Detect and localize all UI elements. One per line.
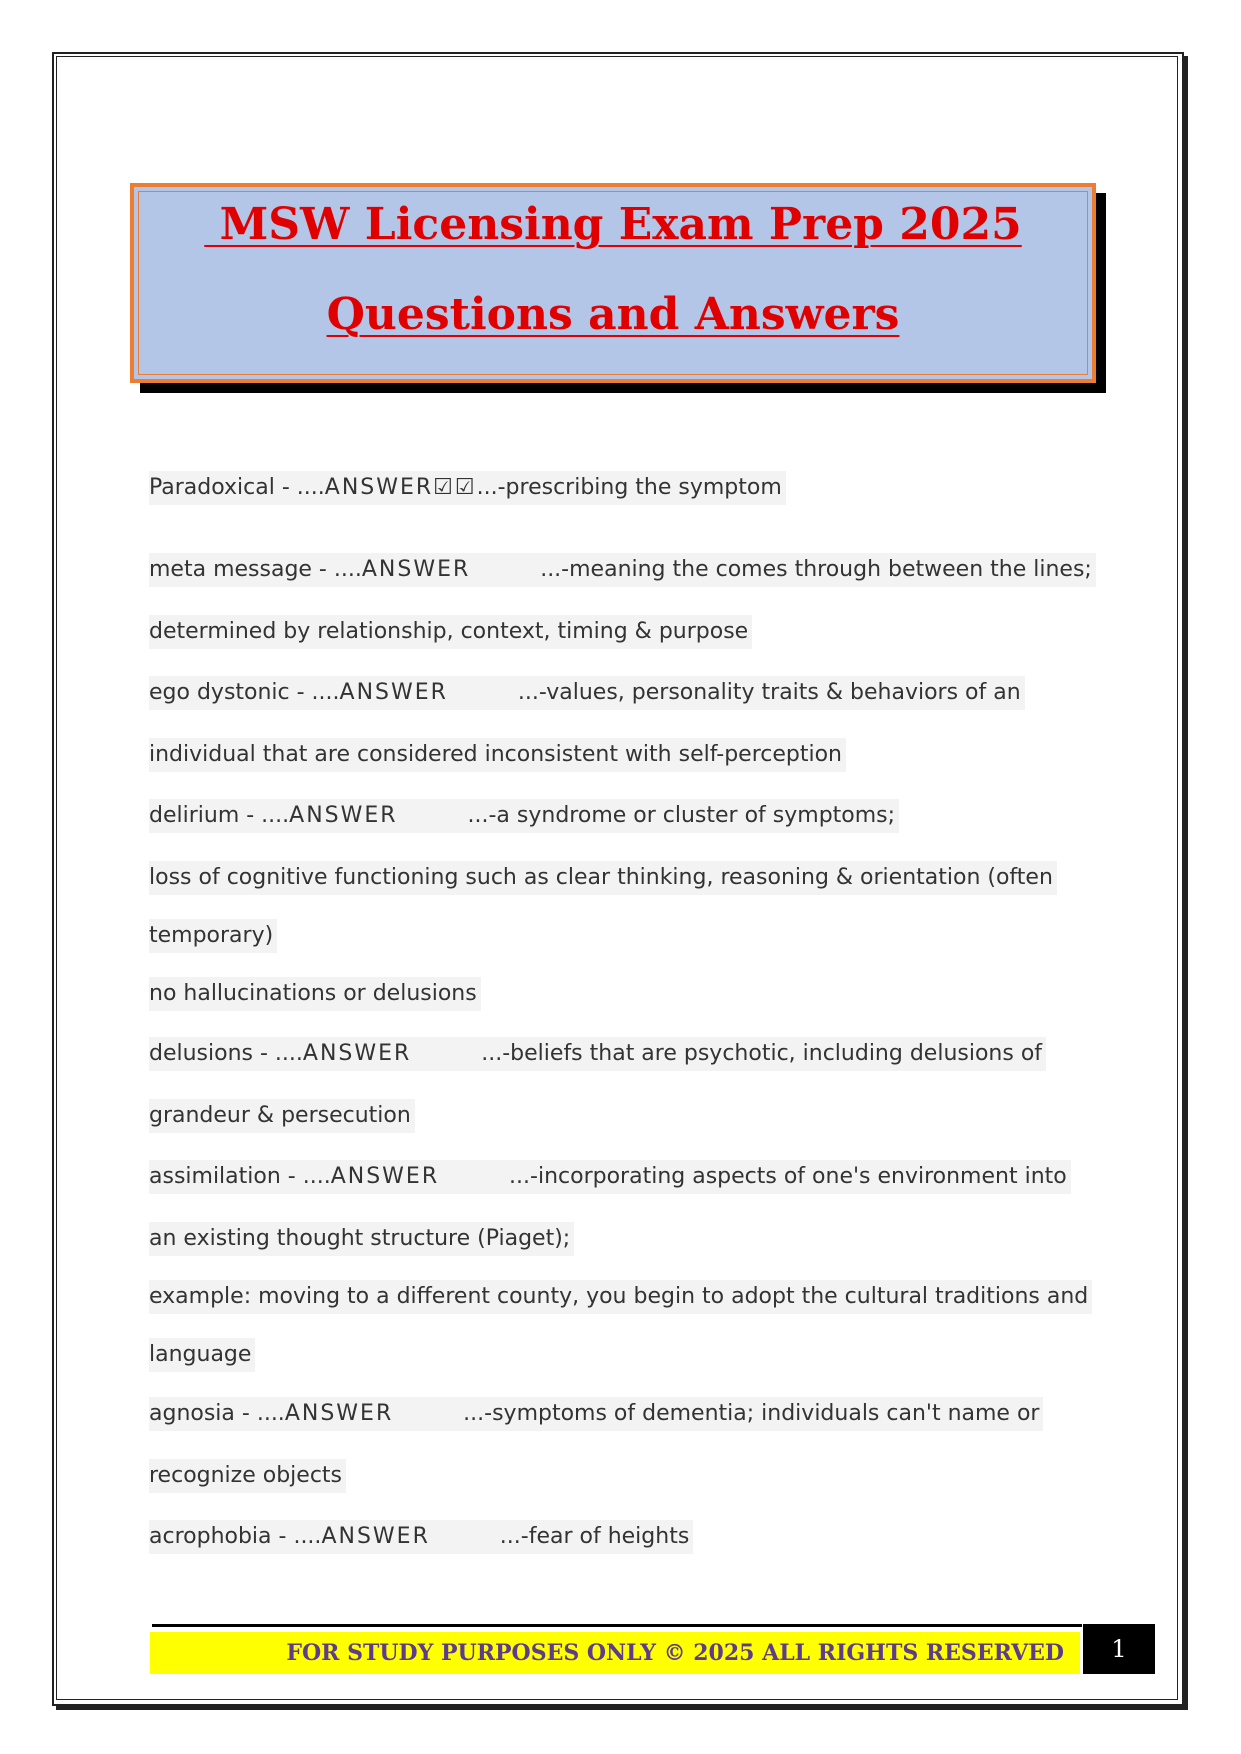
title-line-1: MSW Licensing Exam Prep 2025 <box>204 199 1022 250</box>
footer-banner <box>150 1632 1080 1674</box>
answer-label: ANSWER <box>321 1524 430 1549</box>
entry-line <box>149 471 786 505</box>
entry-term: delirium - .... <box>149 803 290 828</box>
entry-continuation: determined by relationship, context, timing & purpose <box>149 615 752 649</box>
entry-term: meta message - .... <box>149 557 362 582</box>
entry-line <box>149 1397 1043 1431</box>
entry-line <box>149 553 1096 587</box>
entry-continuation: language <box>149 1338 255 1372</box>
entry-term: agnosia - .... <box>149 1401 285 1426</box>
entry-definition: ...-beliefs that are psychotic, including delusions of <box>411 1041 1043 1066</box>
entry-line <box>149 799 899 833</box>
entry-definition: ...-incorporating aspects of one's environment into <box>439 1164 1067 1189</box>
answer-label: ANSWER <box>302 1041 412 1066</box>
entry-continuation: recognize objects <box>149 1459 346 1493</box>
answer-label: ANSWER <box>284 1401 394 1426</box>
title-line-2: Questions and Answers <box>326 289 900 340</box>
answer-label: ANSWER <box>289 803 398 828</box>
entry-term: delusions - .... <box>149 1041 303 1066</box>
entry-continuation: loss of cognitive functioning such as clear thinking, reasoning & orientation (often <box>149 861 1057 895</box>
entry-line <box>149 676 1025 710</box>
entry-continuation: no hallucinations or delusions <box>149 977 481 1011</box>
entry-continuation: individual that are considered inconsistent with self-perception <box>149 738 846 772</box>
entry-definition: ...-fear of heights <box>429 1524 690 1549</box>
entry-definition: ...-prescribing the symptom <box>476 475 782 500</box>
entry-term: acrophobia - .... <box>149 1524 322 1549</box>
title-banner <box>130 183 1096 383</box>
answer-label: ANSWER <box>361 557 471 582</box>
entry-continuation: an existing thought structure (Piaget); <box>149 1222 574 1256</box>
answer-label: ANSWER <box>339 680 448 705</box>
entry-continuation: temporary) <box>149 919 277 953</box>
entry-definition: ...-a syndrome or cluster of symptoms; <box>397 803 896 828</box>
entry-line <box>149 1520 693 1554</box>
page-number: 1 <box>1083 1624 1155 1674</box>
entry-continuation: example: moving to a different county, you begin to adopt the cultural traditions and <box>149 1280 1092 1314</box>
entry-term: Paradoxical - .... <box>149 475 325 500</box>
entry-term: ego dystonic - .... <box>149 680 340 705</box>
answer-label: ANSWER <box>330 1164 440 1189</box>
entry-line <box>149 1037 1046 1071</box>
entry-line <box>149 1160 1071 1194</box>
footer-rule <box>152 1624 1082 1627</box>
entry-continuation: grandeur & persecution <box>149 1099 415 1133</box>
answer-label: ANSWER☑☑ <box>324 475 477 500</box>
entry-definition: ...-meaning the comes through between the lines; <box>470 557 1092 582</box>
entry-term: assimilation - .... <box>149 1164 331 1189</box>
footer-notice: FOR STUDY PURPOSES ONLY © 2025 ALL RIGHTS RESERVED <box>286 1640 1064 1666</box>
entry-definition: ...-symptoms of dementia; individuals can't name or <box>393 1401 1040 1426</box>
entry-definition: ...-values, personality traits & behaviors of an <box>447 680 1021 705</box>
